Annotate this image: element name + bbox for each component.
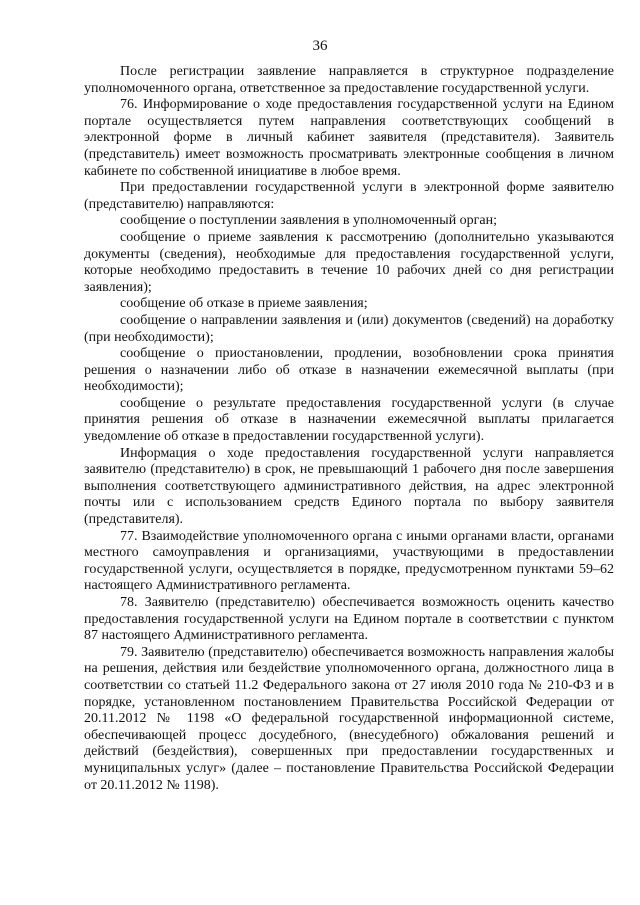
document-body [84,64,614,794]
paragraph-electronic-form: При предоставлении государственной услуги в электронной форме заявителю (представителю) направляются: [84,180,614,212]
paragraph-76: 76. Информирование о ходе предоставления государственной услуги на Едином портале осуществляется путем направления соответствующих сообщений в электронной форме в личный кабинет заявителя (представителя). Заявитель (представитель) имеет возможность просматривать электронные сообщения в личном кабинете по собственной инициативе в любое время. [84,97,614,179]
paragraph-77: 77. Взаимодействие уполномоченного органа с иными органами власти, органами местного самоуправления и организациями, участвующими в предоставлении государственной услуги, осуществляется в порядке, предусмотренном пунктами 59–62 настоящего Административного регламента. [84,528,614,594]
paragraph-registration: После регистрации заявление направляется в структурное подразделение уполномоченного органа, ответственное за предоставление государственной услуги. [84,64,614,96]
list-item-refusal: сообщение об отказе в приеме заявления; [120,296,368,312]
list-item-acceptance: сообщение о приеме заявления к рассмотрению (дополнительно указываются документы (сведения), необходимые для предоставления государственной услуги, которые необходимо предоставить в течение 10 рабочих дней со дня регистрации заявления); [84,229,614,295]
paragraph-79: 79. Заявителю (представителю) обеспечивается возможность направления жалобы на решения, действия или бездействие уполномоченного органа, должностного лица в соответствии со статьей 11.2 Федерального закона от 27 июля 2010 года № 210-ФЗ и в порядке, установленном постановлением Правительства Российской Федерации от 20.11.2012 № 1198 «О федеральной государственной информационной системе, обеспечивающей процесс досудебного, (внесудебного) обжалования решений и действий (бездействия), совершенных при предоставлении государственных и муниципальных услуг» (далее – постановление Правительства Российской Федерации от 20.11.2012 № 1198). [84,644,614,793]
list-item-result: сообщение о результате предоставления государственной услуги (в случае принятия решения об отказе в назначении ежемесячной выплаты прилагается уведомление об отказе в предоставлении государственной услуги). [84,395,614,445]
paragraph-78: 78. Заявителю (представителю) обеспечивается возможность оценить качество предоставления государственной услуги на Едином портале в соответствии с пунктом 87 настоящего Административного регламента. [84,595,614,644]
page-number: 36 [312,38,328,54]
list-item-revision: сообщение о направлении заявления и (или) документов (сведений) на доработку (при необходимости); [84,312,614,345]
list-item-receipt: сообщение о поступлении заявления в уполномоченный орган; [120,213,498,229]
paragraph-information-deadline: Информация о ходе предоставления государственной услуги направляется заявителю (представителю) в срок, не превышающий 1 рабочего дня после завершения выполнения соответствующего административного действия, на адрес электронной почты или с использованием средств Единого портала по выбору заявителя (представителя). [84,445,614,528]
list-item-suspension: сообщение о приостановлении, продлении, возобновлении срока принятия решения о назначении либо об отказе в назначении ежемесячной выплаты (при необходимости); [84,346,614,395]
